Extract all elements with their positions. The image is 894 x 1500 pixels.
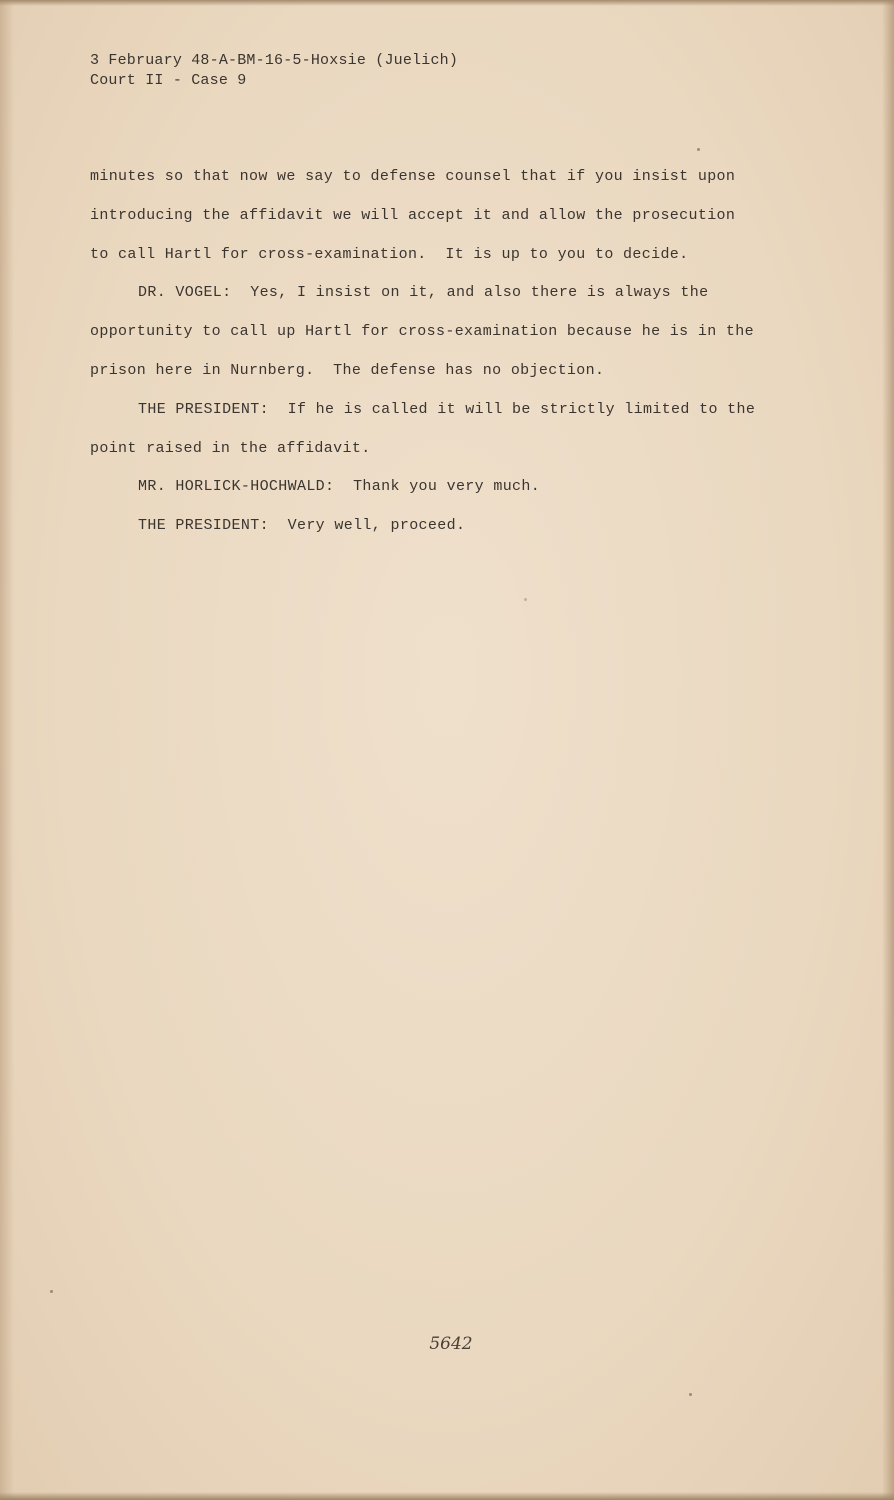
paper-edge-left <box>0 0 14 1500</box>
transcript-line: introducing the affidavit we will accept it and allow the prosecution <box>90 206 736 224</box>
header-line-1: 3 February 48-A-BM-16-5-Hoxsie (Juelich) <box>90 52 459 69</box>
paper-speck <box>697 148 700 151</box>
paper-speck <box>50 1290 53 1293</box>
document-header <box>90 51 458 91</box>
transcript-body <box>90 164 790 552</box>
header-line-2: Court II - Case 9 <box>90 72 247 89</box>
paper-speck <box>689 1393 692 1396</box>
transcript-line: DR. VOGEL: Yes, I insist on it, and also there is always the <box>138 284 709 302</box>
paper-edge-right <box>882 0 894 1500</box>
transcript-line: MR. HORLICK-HOCHWALD: Thank you very much. <box>138 478 541 496</box>
transcript-line: opportunity to call up Hartl for cross-examination because he is in the <box>90 323 754 341</box>
transcript-line: minutes so that now we say to defense counsel that if you insist upon <box>90 168 736 185</box>
transcript-line: THE PRESIDENT: Very well, proceed. <box>138 517 466 535</box>
transcript-line: THE PRESIDENT: If he is called it will be strictly limited to the <box>138 400 756 418</box>
transcript-line: to call Hartl for cross-examination. It is up to you to decide. <box>90 245 689 263</box>
transcript-line: point raised in the affidavit. <box>90 439 371 457</box>
transcript-line: prison here in Nurnberg. The defense has no objection. <box>90 361 605 379</box>
page-number: 5642 <box>429 1334 473 1354</box>
paper-speck <box>524 598 527 601</box>
paper-edge-top <box>0 0 894 6</box>
paper-edge-bottom <box>0 1492 894 1500</box>
